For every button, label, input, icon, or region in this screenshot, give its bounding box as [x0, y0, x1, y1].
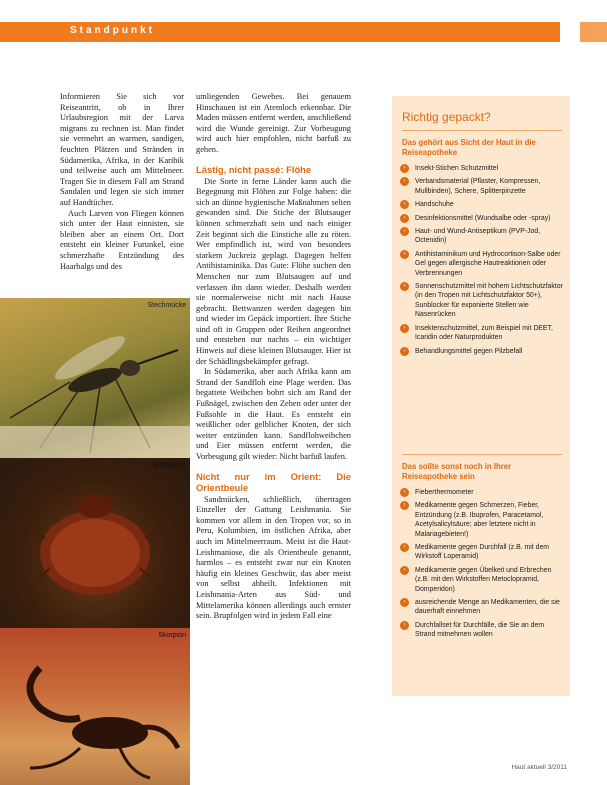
list-item — [400, 177, 564, 196]
arrow-bullet-icon: › — [400, 621, 409, 630]
list-item — [400, 324, 564, 343]
list-item-label: Sonnenschutzmittel mit hohem Lichtschutzfaktor (in den Tropen mit Lichtschutzfaktor 50+), Sunblocker für exponierte Stellen wie Nasenrücken — [415, 283, 563, 319]
arrow-bullet-icon: › — [400, 488, 409, 497]
left-column — [60, 92, 184, 272]
arrow-bullet-icon: › — [400, 598, 409, 607]
arrow-bullet-icon: › — [400, 543, 409, 552]
list-item — [400, 501, 564, 539]
scorpion-photo — [0, 628, 190, 785]
scorpion-illustration — [0, 628, 190, 785]
section-label: Standpunkt — [70, 25, 155, 36]
sidebar-heading-1: Das gehört aus Sicht der Haut in die Reiseapotheke — [402, 138, 536, 157]
list-item-label: Antihistaminikum und Hydrocortison-Salbe oder Gel gegen allergische Hautreaktionen oder Verbrennungen — [415, 250, 561, 277]
arrow-bullet-icon: › — [400, 227, 409, 236]
arrow-bullet-icon: › — [400, 177, 409, 186]
list-item — [400, 488, 564, 497]
list-item-label: Handschuhe — [415, 201, 454, 209]
arrow-bullet-icon: › — [400, 164, 409, 173]
bedbug-photo — [0, 458, 190, 628]
list-item — [400, 227, 564, 246]
sidebar-heading-2: Das sollte sonst noch in Ihrer Reiseapotheke sein — [402, 462, 512, 481]
left-paragraph-2: Auch Larven von Fliegen können sich unter der Haut einnisten, sie bleiben aber an einem Ort. Dort entsteht ein kleiner Furunkel, eine schmerzhafte Entzündung des Haarbalgs und des — [60, 208, 184, 271]
arrow-bullet-icon: › — [400, 501, 409, 510]
arrow-bullet-icon: › — [400, 566, 409, 575]
list-item — [400, 282, 564, 320]
list-item — [400, 543, 564, 562]
list-item-label: Insektenschutzmittel, zum Beispiel mit DEET, Icaridin oder Naturprodukten — [415, 324, 553, 342]
sidebar-title: Richtig gepackt? — [402, 110, 491, 124]
list-item-label: Insekt-Stichen Schutzmittel — [415, 165, 499, 172]
arrow-bullet-icon: › — [400, 214, 409, 223]
list-item — [400, 598, 564, 617]
list-item-label: Medikamente gegen Durchfall (z.B. mit dem Wirkstoff Loperamid) — [415, 544, 550, 561]
list-item-label: Durchfallset für Durchfälle, die Sie an dem Strand mitnehmen wollen — [415, 621, 545, 639]
left-paragraph-1: Informieren Sie sich vor Reiseantritt, ob in Ihrer Urlaubsregion mit der Larva migrans zu rechnen ist. Man findet sie vermehrt an warmen, sandigen, feuchten Plätzen und Stränden in Südamerika, Afrika, in der Karibik und teilweise auch am Mittelmeer. Tragen Sie in diesem Fall am Strand Sandalen und legen sie sich immer auf Handtücher. — [60, 92, 184, 207]
corner-mark — [580, 22, 607, 42]
list-item-label: Fieberthermometer — [415, 489, 474, 496]
arrow-bullet-icon: › — [400, 347, 409, 356]
subheading-orientbeule: Nicht nur im Orient: Die Orientbeule — [196, 470, 351, 493]
list-item-label: Verbandsmaterial (Pflaster, Kompressen, Mullbinden), Schere, Splitterpinzette — [415, 178, 541, 195]
mosquito-illustration — [0, 298, 190, 458]
mosquito-photo — [0, 298, 190, 458]
list-item — [400, 164, 564, 173]
list-item — [400, 214, 564, 223]
arrow-bullet-icon: › — [400, 282, 409, 291]
packing-sidebar — [392, 96, 570, 696]
photo-caption-3: Skorpion — [158, 632, 186, 639]
subheading-floehe: Lästig, nicht passé: Flöhe — [196, 163, 312, 175]
list-item-label: Desinfektionsmittel (Wundsalbe oder -spray) — [415, 214, 551, 222]
sidebar-list-2 — [400, 488, 564, 644]
mid-paragraph-3: In Südamerika, aber auch Afrika kann am Strand der Sandfloh eine Plage werden. Das begattete Weibchen bohrt sich am Rand der Fußnägel, zwischen den Zehen oder unter der Fußsohle in die Haut. Es entsteht ein weißlicher oder gelblicher Knoten, der sich weiter entzünden kann. Sandflohweibchen und Eier müssen entfernt werden, die Vorbeugung gilt wieder: Nicht barfuß laufen. — [196, 367, 351, 461]
sidebar-list-1 — [400, 164, 564, 360]
mid-paragraph-2: Die Sorte in ferne Länder kann auch die Begegnung mit Flöhen zur Folge haben: die sich an dünne hygienische Maßnahmen selten gewanden sind. Die Stiche der Blutsauger können schmerzhaft sein und nach einiger Zeit beginnt sich die Einstiche alle zu röten. Wer empfindlich ist, wird von besonders starkem Juckreiz geplagt. Dagegen helfen Antihistaminika. Das Gute: Flöhe suchen den Menschen nur zum Blutsaugen auf und verlassen ihn dann wieder. Deshalb werden sie normalerweise nicht mit nach Hause gebracht. Bettwanzen werden dagegen hin und wieder im Gepäck importiert. Ihre Stiche sind oft in Gruppen oder Reihen angeordnet und entstehen nur nachts – ein wichtiger Hinweis auf diese kleinen Blutsauger. Hier ist der Schädlingsbekämpfer gefragt. — [196, 176, 351, 366]
sidebar-divider — [402, 454, 562, 455]
list-item — [400, 347, 564, 356]
list-item-label: Behandlungsmittel gegen Pilzbefall — [415, 347, 523, 355]
list-item — [400, 566, 564, 594]
middle-column — [196, 92, 351, 622]
arrow-bullet-icon: › — [400, 200, 409, 209]
list-item — [400, 621, 564, 640]
list-item-label: ausreichende Menge an Medikamenten, die sie dauerhaft einnehmen — [415, 599, 560, 616]
arrow-bullet-icon: › — [400, 324, 409, 333]
list-item — [400, 200, 564, 209]
bedbug-illustration — [0, 458, 190, 628]
arrow-bullet-icon: › — [400, 250, 409, 259]
mid-paragraph-4: Sandmücken, schließlich, übertragen Einzeller der Gattung Leishmania. Sie kommen vor allem in den Tropen vor, so in Peru, Kolumbien, im östlichen Afrika, aber auch im Mittelmeerraum. Meist ist die Haut-Leishmaniose, die als Orientbeule genannt, harmlos – es entsteht zwar nur ein Knoten häufig ein kleines Geschwür, das aber meist von selbst abheilt. Infektionen mit Leishmania-Arten aus Süd- und Mittelamerika können allerdings auch ernster sein. Brupfolgen wird in jedem Fall eine — [196, 494, 351, 621]
list-item-label: Medikamente gegen Übelkeit und Erbrechen (z.B. mit den Wirkstoffen Metoclopramid, Domperidon) — [415, 566, 552, 593]
mid-paragraph-1: umliegenden Gewebes. Bei genauem Hinschauen ist ein Atemloch erkennbar. Die Maden müssen entfernt werden, anschließend wird die Wunde gereinigt. Zur Vorbeugung wird auch hier empfohlen, nicht barfuß zu gehen. — [196, 92, 351, 154]
list-item — [400, 250, 564, 278]
page-footer: Haut aktuell 3/2011 — [511, 764, 567, 771]
sidebar-divider — [402, 130, 562, 131]
list-item-label: Haut- und Wund-Antiseptikum (PVP-Jod, Octenidin) — [415, 228, 541, 245]
photo-caption-2: Bettwanze — [153, 462, 186, 469]
list-item-label: Medikamente gegen Schmerzen, Fieber, Entzündung (z.B. Ibuprofen, Paracetamol, Acetylsalicylsäure; aber letztere nicht in Malariagebieten!) — [415, 502, 544, 538]
photo-caption-1: Stechmücke — [147, 302, 186, 309]
